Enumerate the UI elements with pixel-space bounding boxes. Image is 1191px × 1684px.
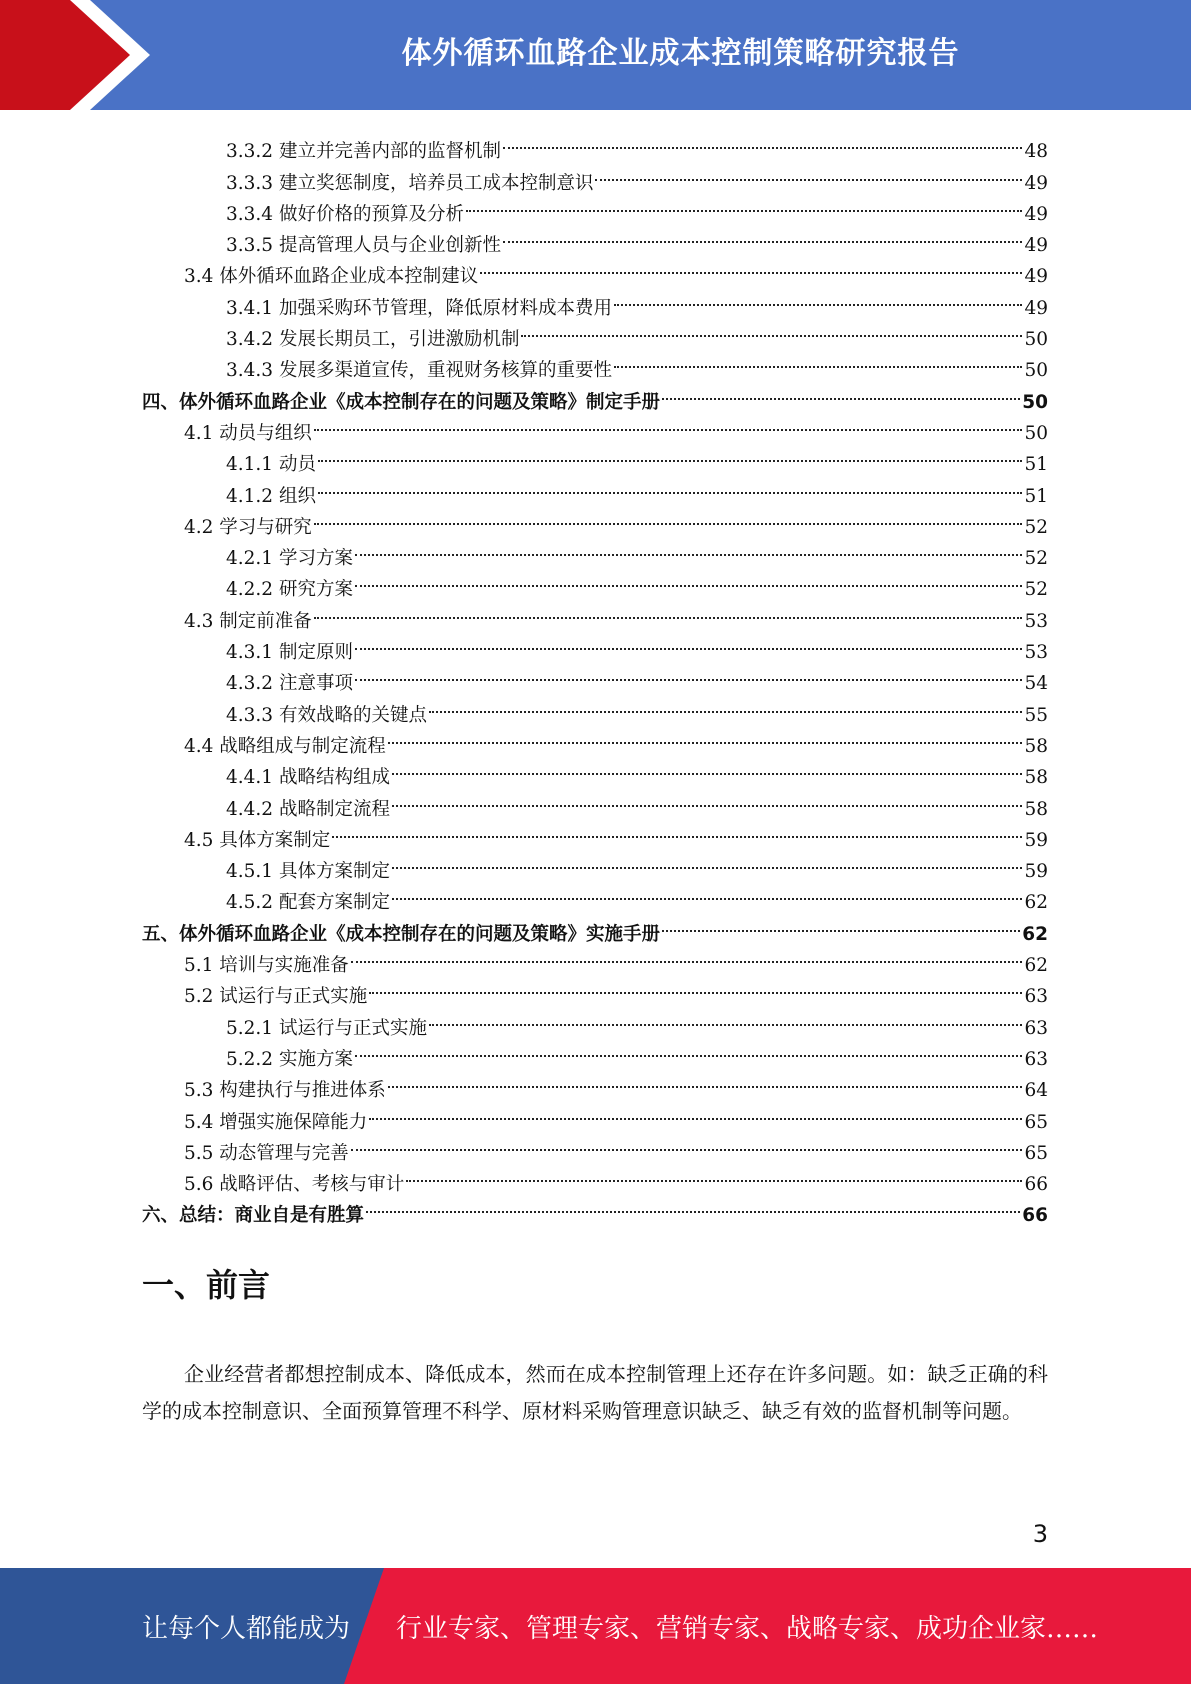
toc-entry-title: 4.5 具体方案制定 — [184, 829, 331, 851]
toc-entry-title: 3.3.3 建立奖惩制度，培养员工成本控制意识 — [226, 172, 594, 194]
toc-entry-title: 5.3 构建执行与推进体系 — [184, 1080, 386, 1102]
toc-entry-page: 49 — [1024, 266, 1048, 288]
page-header — [0, 0, 1191, 110]
toc-dot-leader — [392, 846, 1022, 877]
toc-dot-leader — [503, 220, 1022, 251]
toc-dot-leader — [355, 564, 1023, 595]
toc-dot-leader — [521, 314, 1022, 345]
toc-dot-leader — [355, 533, 1023, 564]
toc-entry-title: 4.2.1 学习方案 — [226, 548, 353, 570]
toc-dot-leader — [662, 376, 1020, 407]
toc-dot-leader — [314, 502, 1023, 533]
toc-entry-title: 4.1.1 动员 — [226, 454, 316, 476]
toc-entry-title: 4.5.1 具体方案制定 — [226, 861, 390, 883]
toc-dot-leader — [314, 408, 1023, 439]
toc-entry-page: 58 — [1024, 767, 1048, 789]
toc-dot-leader — [355, 1034, 1023, 1065]
toc-entry-page: 55 — [1024, 704, 1048, 726]
toc-entry-title: 3.4.2 发展长期员工，引进激励机制 — [226, 329, 520, 351]
toc-dot-leader — [480, 251, 1022, 282]
toc-dot-leader — [406, 1159, 1022, 1190]
toc-entry-page: 64 — [1024, 1080, 1048, 1102]
toc-entry-title: 4.2 学习与研究 — [184, 516, 312, 538]
toc-entry-page: 52 — [1024, 516, 1048, 538]
toc-dot-leader — [388, 1065, 1023, 1096]
toc-entry-title: 4.1 动员与组织 — [184, 422, 312, 444]
toc-entry-page: 66 — [1024, 1174, 1048, 1196]
toc-dot-leader — [318, 439, 1023, 470]
toc-entry-page: 59 — [1024, 861, 1048, 883]
toc-dot-leader — [351, 940, 1023, 971]
table-of-contents — [142, 126, 1048, 1227]
toc-entry-page: 58 — [1024, 735, 1048, 757]
toc-entry-title: 4.5.2 配套方案制定 — [226, 892, 390, 914]
toc-entry-page: 66 — [1022, 1205, 1048, 1227]
toc-entry-page: 65 — [1024, 1142, 1048, 1164]
report-title: 体外循环血路企业成本控制策略研究报告 — [401, 36, 960, 71]
toc-entry-title: 4.4.2 战略制定流程 — [226, 798, 390, 820]
toc-entry[interactable] — [142, 126, 1048, 163]
toc-entry-title: 5.1 培训与实施准备 — [184, 955, 349, 977]
toc-entry-page: 50 — [1024, 329, 1048, 351]
toc-entry-title: 5.2.1 试运行与正式实施 — [226, 1017, 427, 1039]
toc-dot-leader — [314, 595, 1023, 626]
toc-dot-leader — [392, 877, 1022, 908]
toc-entry-title: 5.4 增强实施保障能力 — [184, 1111, 368, 1133]
toc-entry-page: 62 — [1024, 955, 1048, 977]
toc-entry-page: 50 — [1024, 422, 1048, 444]
toc-entry-page: 65 — [1024, 1111, 1048, 1133]
toc-dot-leader — [429, 1002, 1022, 1033]
toc-entry-title: 3.3.5 提高管理人员与企业创新性 — [226, 235, 501, 257]
toc-entry-title: 六、总结：商业自是有胜算 — [142, 1205, 365, 1227]
toc-dot-leader — [355, 658, 1023, 689]
toc-entry-title: 5.2.2 实施方案 — [226, 1048, 353, 1070]
toc-entry-title: 4.4 战略组成与制定流程 — [184, 735, 386, 757]
toc-entry-page: 63 — [1024, 1017, 1048, 1039]
toc-entry-page: 62 — [1024, 892, 1048, 914]
toc-entry-title: 4.3 制定前准备 — [184, 610, 312, 632]
toc-entry-page: 58 — [1024, 798, 1048, 820]
toc-entry-page: 51 — [1024, 454, 1048, 476]
toc-dot-leader — [429, 689, 1022, 720]
toc-entry-title: 四、体外循环血路企业《成本控制存在的问题及策略》制定手册 — [142, 391, 661, 413]
toc-entry-title: 3.4.1 加强采购环节管理，降低原材料成本费用 — [226, 297, 612, 319]
toc-entry-title: 3.4.3 发展多渠道宣传，重视财务核算的重要性 — [226, 360, 612, 382]
toc-dot-leader — [388, 721, 1023, 752]
toc-entry-title: 五、体外循环血路企业《成本控制存在的问题及策略》实施手册 — [142, 923, 661, 945]
toc-dot-leader — [595, 157, 1022, 188]
footer-slogan-left: 让每个人都能成为 — [142, 1613, 351, 1644]
toc-dot-leader — [318, 470, 1023, 501]
toc-entry-page: 53 — [1024, 642, 1048, 664]
toc-entry-title: 3.4 体外循环血路企业成本控制建议 — [184, 266, 479, 288]
toc-entry-title: 4.3.1 制定原则 — [226, 642, 353, 664]
toc-entry-page: 50 — [1024, 360, 1048, 382]
toc-entry-page: 63 — [1024, 1048, 1048, 1070]
toc-entry-page: 62 — [1022, 923, 1048, 945]
toc-entry-page: 52 — [1024, 548, 1048, 570]
body-paragraph: 企业经营者都想控制成本、降低成本，然而在成本控制管理上还存在许多问题。如：缺乏正确的科学的成本控制意识、全面预算管理不科学、原材料采购管理意识缺乏、缺乏有效的监督机制等问题。 — [142, 1362, 1048, 1423]
toc-entry-title: 3.3.2 建立并完善内部的监督机制 — [226, 141, 501, 163]
toc-entry-page: 54 — [1024, 673, 1048, 695]
toc-entry-page: 49 — [1024, 297, 1048, 319]
toc-entry-page: 49 — [1024, 203, 1048, 225]
toc-entry-title: 4.2.2 研究方案 — [226, 579, 353, 601]
toc-dot-leader — [369, 1096, 1022, 1127]
toc-dot-leader — [355, 627, 1023, 658]
toc-entry-title: 3.3.4 做好价格的预算及分析 — [226, 203, 464, 225]
toc-entry-page: 49 — [1024, 172, 1048, 194]
toc-dot-leader — [662, 908, 1020, 939]
toc-entry-page: 51 — [1024, 485, 1048, 507]
toc-entry-page: 49 — [1024, 235, 1048, 257]
toc-entry-page: 59 — [1024, 829, 1048, 851]
toc-entry-title: 5.2 试运行与正式实施 — [184, 986, 368, 1008]
toc-dot-leader — [614, 345, 1022, 376]
toc-dot-leader — [366, 1190, 1020, 1221]
toc-entry-page: 50 — [1022, 391, 1048, 413]
toc-entry-page: 63 — [1024, 986, 1048, 1008]
toc-dot-leader — [351, 1128, 1023, 1159]
toc-dot-leader — [392, 783, 1022, 814]
toc-entry-title: 5.5 动态管理与完善 — [184, 1142, 349, 1164]
toc-entry-page: 52 — [1024, 579, 1048, 601]
footer-slogan-right: 行业专家、管理专家、营销专家、战略专家、成功企业家…… — [396, 1613, 1099, 1644]
toc-dot-leader — [332, 815, 1022, 846]
page-number: 3 — [1032, 1520, 1048, 1548]
toc-dot-leader — [614, 282, 1022, 313]
page-footer — [0, 1568, 1191, 1684]
toc-entry-title: 5.6 战略评估、考核与审计 — [184, 1174, 405, 1196]
toc-dot-leader — [466, 189, 1022, 220]
toc-entry-page: 48 — [1024, 141, 1048, 163]
toc-entry-title: 4.3.2 注意事项 — [226, 673, 353, 695]
toc-dot-leader — [503, 126, 1022, 157]
toc-entry-title: 4.4.1 战略结构组成 — [226, 767, 390, 789]
toc-entry-page: 53 — [1024, 610, 1048, 632]
toc-dot-leader — [392, 752, 1022, 783]
toc-entry-title: 4.3.3 有效战略的关键点 — [226, 704, 427, 726]
toc-dot-leader — [369, 971, 1022, 1002]
section-heading: 一、前言 — [142, 1266, 271, 1304]
toc-entry-title: 4.1.2 组织 — [226, 485, 316, 507]
